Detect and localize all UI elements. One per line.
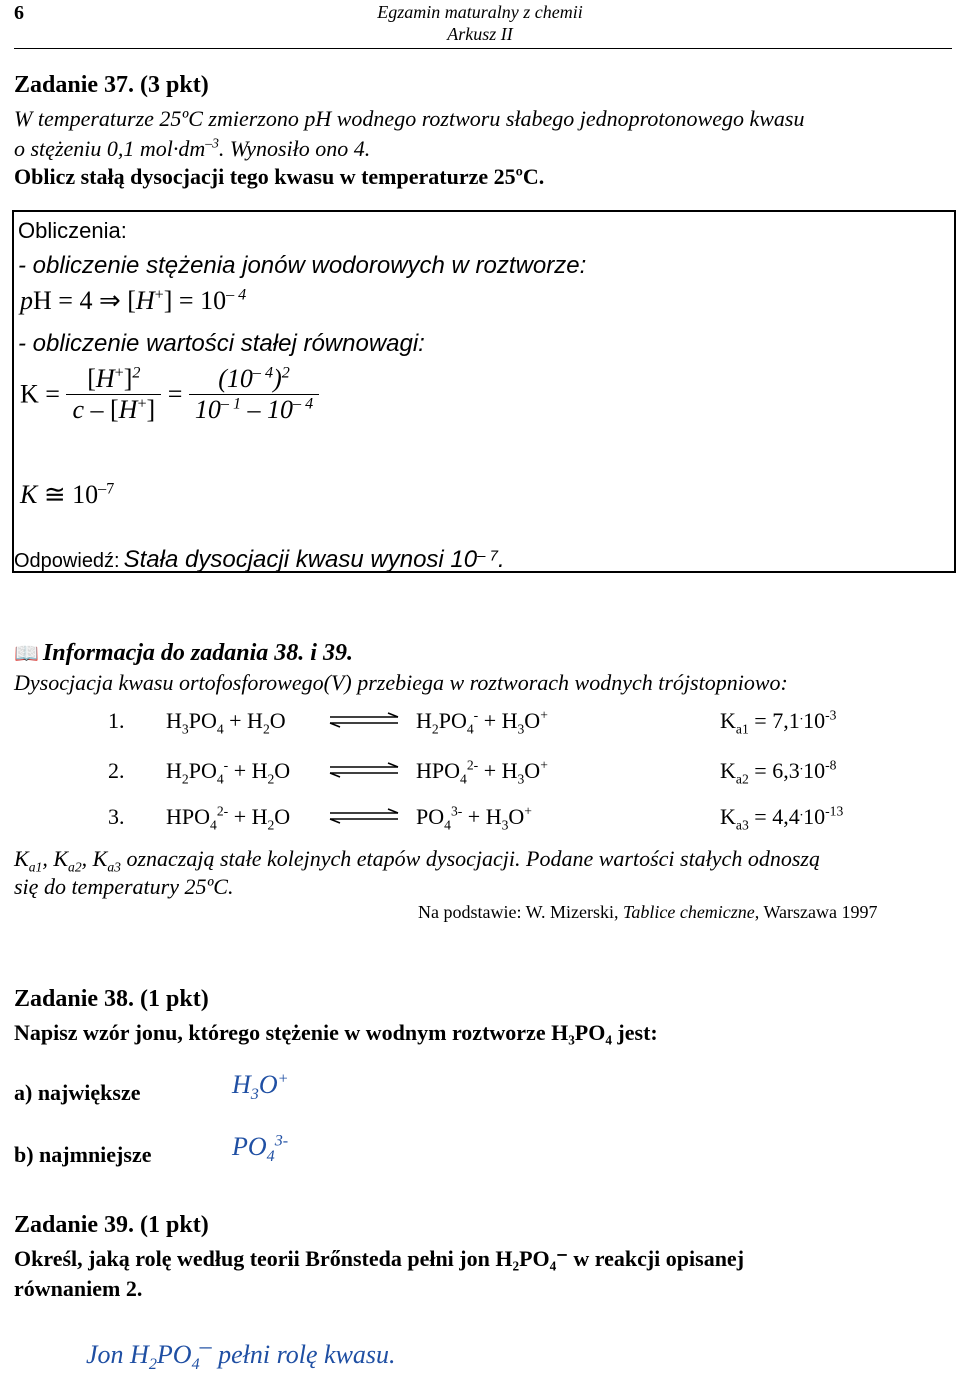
task38-a-answer: $H_3O^+$ bbox=[232, 1070, 289, 1104]
task39-title: Zadanie 39. (1 pkt) bbox=[14, 1212, 209, 1238]
page-number: 6 bbox=[14, 2, 24, 24]
info-intro: Dysocjacja kwasu ortofosforowego(V) przebiega w roztworach wodnych trójstopniowo: bbox=[14, 670, 788, 695]
ph-equation: pH = 4 ⇒ $[H^+] = 10^{- 4}$ bbox=[20, 286, 247, 315]
reaction-1-constant: $K_{a1} = 7,1^.10^{-3}$ bbox=[720, 707, 837, 737]
box-step2: - obliczenie wartości stałej równowagi: bbox=[18, 330, 425, 357]
reaction-2-left: $H_2PO_4^- + H_2O$ bbox=[166, 757, 291, 787]
k-equation: K = $\frac{[H^+]^2}{c - [H^+]}$ = $\frac{(10^{- 4})^2}{10^{- 1} - 10^{- 4}}$ bbox=[20, 364, 319, 425]
reaction-1-left: $H_3PO_4 + H_2O$ bbox=[166, 708, 286, 737]
header-title: Egzamin maturalny z chemii bbox=[377, 2, 583, 22]
reaction-3-right: $PO_4^{3-} + H_3O^+$ bbox=[416, 803, 532, 833]
reaction-3-left: $HPO_4^{2-} + H_2O$ bbox=[166, 803, 291, 833]
task39-answer: Jon $H_2PO_4^-$ pełni rolę kwasu. bbox=[86, 1333, 396, 1374]
book-icon: 📖 bbox=[14, 643, 39, 665]
equilibrium-arrow-icon bbox=[328, 762, 400, 783]
task37-line2: o stężeniu 0,1 $mol\cdot dm^{-3}$. Wynosiło ono 4. bbox=[14, 135, 371, 161]
task37-line1: W temperaturze 25ºC zmierzono pH wodnego roztworu słabego jednoprotonowego kwasu bbox=[14, 106, 805, 131]
task39-line2: równaniem 2. bbox=[14, 1276, 143, 1301]
task37-title: Zadanie 37. (3 pkt) bbox=[14, 72, 209, 98]
box-answer: Odpowiedź: Stała dysocjacji kwasu wynosi $10^{- 7}$. bbox=[14, 546, 505, 573]
reaction-3-number: 3. bbox=[108, 804, 125, 829]
task39-line1: Określ, jaką rolę według teorii Brőnsteda pełni jon H₂PO₄⁻ w reakcji opisanej bbox=[14, 1246, 745, 1271]
reaction-3-constant: $K_{a3} = 4,4^.10^{-13}$ bbox=[720, 803, 844, 833]
task38-b-answer: $PO_4^{3-}$ bbox=[232, 1132, 289, 1166]
reaction-2-number: 2. bbox=[108, 758, 125, 783]
header-rule bbox=[14, 48, 952, 49]
reaction-1-right: $H_2PO_4^- + H_3O^+$ bbox=[416, 707, 548, 737]
reaction-1-number: 1. bbox=[108, 708, 125, 733]
equilibrium-arrow-icon bbox=[328, 712, 400, 733]
k-result: K ≅ $10^{-7}$ bbox=[20, 480, 115, 509]
task38-b-label: b) najmniejsze bbox=[14, 1142, 152, 1167]
task37-instruction: Oblicz stałą dysocjacji tego kwasu w temperaturze 25ºC. bbox=[14, 164, 545, 189]
box-step1: - obliczenie stężenia jonów wodorowych w roztworze: bbox=[18, 252, 587, 279]
reaction-2-right: $HPO_4^{2-} + H_3O^+$ bbox=[416, 757, 548, 787]
task38-title: Zadanie 38. (1 pkt) bbox=[14, 986, 209, 1012]
reaction-2-constant: $K_{a2} = 6,3^.10^{-8}$ bbox=[720, 757, 837, 787]
info-note-line2: się do temperatury 25ºC. bbox=[14, 874, 234, 899]
task38-instruction: Napisz wzór jonu, którego stężenie w wodnym roztworze H₃PO₄ jest: bbox=[14, 1020, 658, 1045]
box-label: Obliczenia: bbox=[18, 218, 127, 243]
equilibrium-arrow-icon bbox=[328, 808, 400, 829]
task38-a-label: a) największe bbox=[14, 1080, 141, 1105]
header-subtitle: Arkusz II bbox=[447, 24, 513, 44]
source-citation: Na podstawie: W. Mizerski, Tablice chemiczne, Warszawa 1997 bbox=[418, 902, 878, 922]
info-heading: 📖 Informacja do zadania 38. i 39. bbox=[14, 640, 353, 666]
info-note-line1: $K_{a1}$, $K_{a2}$, $K_{a3}$ oznaczają stałe kolejnych etapów dysocjacji. Podane wartości stałych odnoszą bbox=[14, 846, 820, 875]
